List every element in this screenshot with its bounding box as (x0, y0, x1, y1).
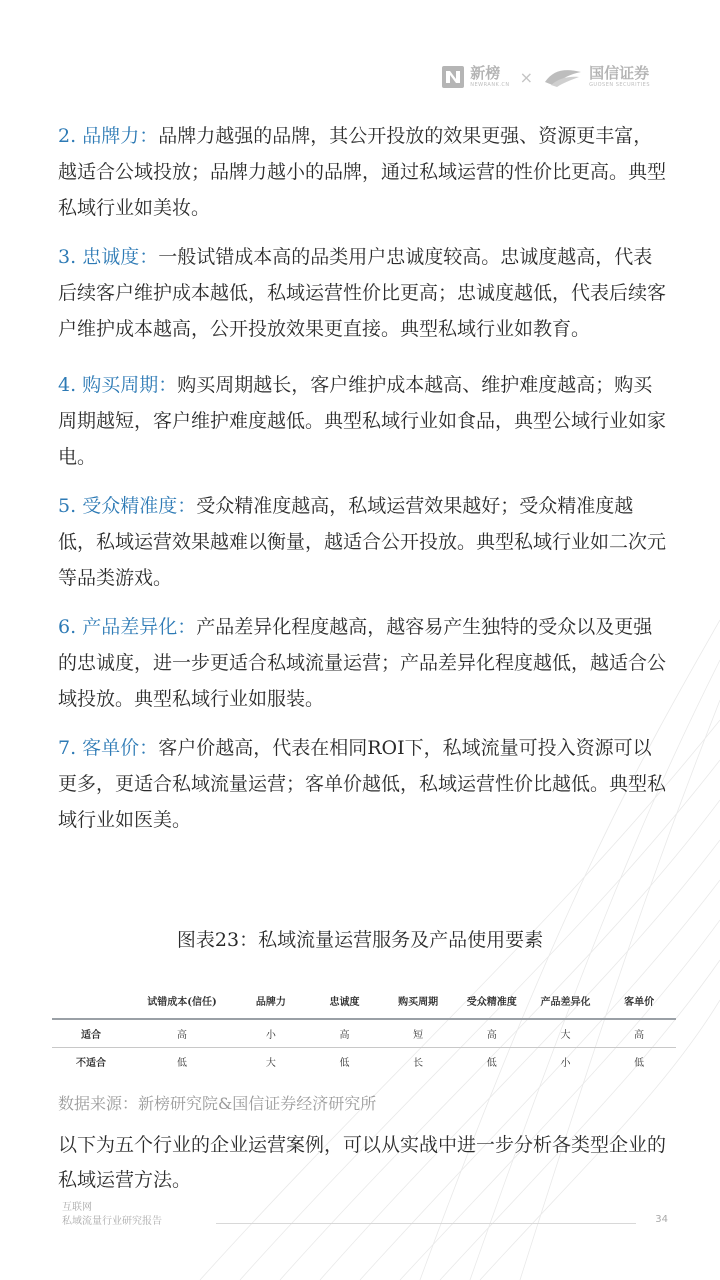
factor-table-wrap (52, 982, 676, 1070)
page-footer (62, 1201, 668, 1235)
table-header-cell: 忠诚度 (308, 982, 382, 1019)
factor-item (58, 609, 668, 717)
newrank-logo-icon (442, 66, 464, 88)
guosen-brand (543, 66, 650, 88)
newrank-sub: NEWRANK.CN (470, 82, 510, 88)
factor-item (58, 488, 668, 596)
factor-number: 5. (58, 495, 77, 517)
guosen-name: 国信证券 (589, 64, 650, 82)
factor-label: 客单价： (82, 737, 159, 759)
factor-item (58, 730, 668, 838)
table-header-cell: 品牌力 (234, 982, 308, 1019)
table-cell: 高 (130, 1019, 234, 1048)
table-header-cell: 产品差异化 (529, 982, 603, 1019)
footer-divider (216, 1223, 636, 1224)
figure-title: 图表23：私域流量运营服务及产品使用要素 (176, 929, 544, 951)
guosen-sub: GUOSEN SECURITIES (589, 82, 650, 88)
table-header-cell: 客单价 (602, 982, 676, 1019)
factor-label: 购买周期： (82, 374, 178, 396)
table-cell: 高 (308, 1019, 382, 1048)
table-cell: 低 (339, 1058, 350, 1069)
factor-text: 产品差异化程度越高，越容易产生独特的受众以及更强的忠诚度，进一步更适合私域流量运营；产品差异化程度越低，越适合公域投放。典型私域行业如服装。 (58, 616, 667, 710)
header-logos (442, 62, 650, 92)
table-cell: 高 (602, 1019, 676, 1048)
guosen-logo-icon (543, 66, 583, 88)
factor-text: 品牌力越强的品牌，其公开投放的效果更强、资源更丰富，越适合公域投放；品牌力越小的品牌，通过私域运营的性价比更高。典型私域行业如美妆。 (58, 125, 667, 219)
table-row-head: 不适合 (76, 1058, 106, 1069)
factor-list (58, 118, 668, 838)
footer-report-name (62, 1201, 162, 1229)
factor-number: 6. (58, 616, 77, 638)
factor-text: 购买周期越长，客户维护成本越高、维护难度越高；购买周期越短，客户维护难度越低。典型私域行业如食品，典型公域行业如家电。 (58, 374, 667, 468)
factor-number: 3. (58, 246, 77, 268)
table-cell: 低 (486, 1058, 497, 1069)
factor-label: 产品差异化： (82, 616, 197, 638)
table-header-cell (52, 982, 130, 1019)
factor-text: 客户价越高，代表在相同ROI下，私域流量可投入资源可以更多，更适合私域流量运营；客单价越低，私域运营性价比越低。典型私域行业如医美。 (58, 737, 667, 831)
table-cell: 低 (177, 1058, 187, 1069)
footer-line-1: 互联网 (62, 1202, 92, 1213)
table-row (52, 1048, 676, 1076)
table-cell: 大 (265, 1058, 276, 1069)
table-header-cell: 试错成本(信任) (130, 982, 234, 1019)
factor-number: 7. (58, 737, 83, 759)
factor-item (58, 367, 668, 475)
table-header-row (52, 982, 676, 1019)
factor-item (58, 118, 668, 226)
footer-line-2: 私域流量行业研究报告 (62, 1216, 162, 1227)
table-cell: 低 (634, 1058, 645, 1069)
newrank-brand (442, 66, 509, 88)
table-cell: 大 (529, 1019, 603, 1048)
table-header-cell: 受众精准度 (455, 982, 529, 1019)
newrank-name: 新榜 (470, 64, 501, 82)
collab-separator: × (519, 67, 534, 87)
table-cell: 长 (413, 1058, 424, 1069)
factor-label: 受众精准度： (82, 495, 197, 517)
factor-number: 2. (58, 125, 77, 147)
closing-paragraph: 以下为五个行业的企业运营案例，可以从实战中进一步分析各类型企业的私域运营方法。 (58, 1134, 667, 1191)
factor-text: 受众精准度越高，私域运营效果越好；受众精准度越低，私域运营效果越难以衡量，越适合公开投放。典型私域行业如二次元等品类游戏。 (58, 495, 667, 589)
factor-label: 品牌力： (82, 125, 159, 147)
table-header-cell: 购买周期 (381, 982, 455, 1019)
page-number: 34 (655, 1214, 668, 1225)
factor-label: 忠诚度： (82, 246, 159, 268)
table-row (52, 1019, 676, 1048)
data-source-note: 数据来源：新榜研究院&国信证券经济研究所 (58, 1094, 377, 1113)
factor-table (52, 982, 676, 1075)
factor-number: 4. (58, 374, 77, 396)
table-cell: 小 (234, 1019, 308, 1048)
table-cell: 短 (381, 1019, 455, 1048)
factor-text: 一般试错成本高的品类用户忠诚度较高。忠诚度越高，代表后续客户维护成本越低，私域运营性价比更高；忠诚度越低，代表后续客户维护成本越高，公开投放效果更直接。典型私域行业如教育。 (58, 246, 667, 340)
table-row-head: 适合 (52, 1019, 130, 1048)
table-cell: 高 (455, 1019, 529, 1048)
factor-item (58, 239, 668, 347)
table-cell: 小 (560, 1058, 571, 1069)
